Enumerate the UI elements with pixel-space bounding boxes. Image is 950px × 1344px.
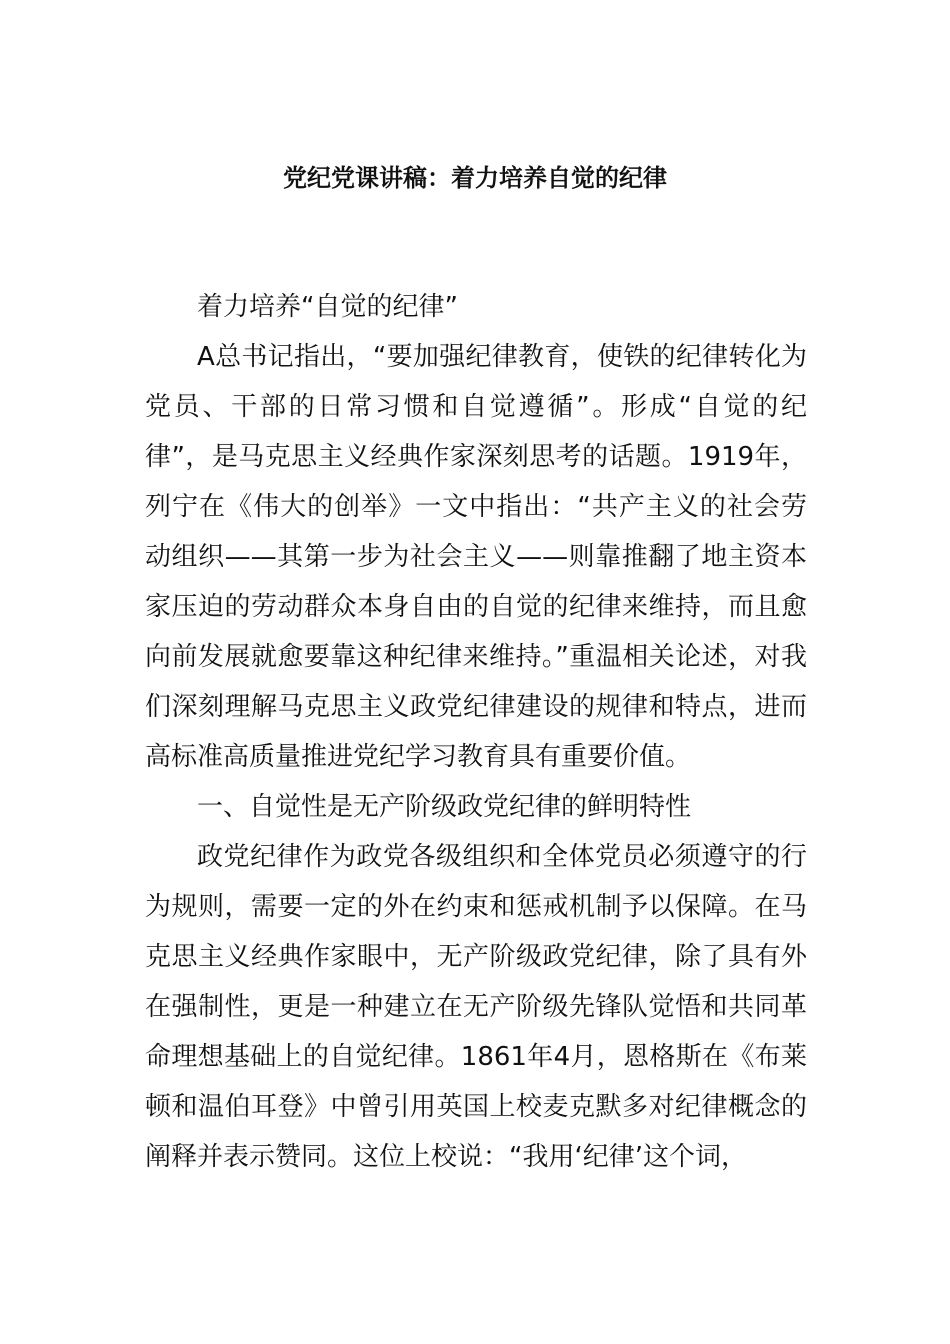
document-body xyxy=(145,282,807,1182)
section-heading-intro: 着力培养“自觉的纪律” xyxy=(197,292,458,322)
body-paragraph: A总书记指出，“要加强纪律教育，使铁的纪律转化为党员、干部的日常习惯和自觉遵循”。形成“自觉的纪律”，是马克思主义经典作家深刻思考的话题。1919年，列宁在《伟大的创举》一文中指出：“共产主义的社会劳动组织——其第一步为社会主义——则靠推翻了地主资本家压迫的劳动群众本身自由的自觉的纪律来维持，而且愈向前发展就愈要靠这种纪律来维持。”重温相关论述，对我们深刻理解马克思主义政党纪律建设的规律和特点，进而高标准高质量推进党纪学习教育具有重要价值。 xyxy=(145,342,807,772)
document-title: 党纪党课讲稿：着力培养自觉的纪律 xyxy=(283,164,667,192)
section-heading-one: 一、自觉性是无产阶级政党纪律的鲜明特性 xyxy=(197,792,692,822)
body-paragraph: 政党纪律作为政党各级组织和全体党员必须遵守的行为规则，需要一定的外在约束和惩戒机制予以保障。在马克思主义经典作家眼中，无产阶级政党纪律，除了具有外在强制性，更是一种建立在无产阶级先锋队觉悟和共同革命理想基础上的自觉纪律。1861年4月，恩格斯在《布莱顿和温伯耳登》中曾引用英国上校麦克默多对纪律概念的阐释并表示赞同。这位上校说：“我用‘纪律’这个词， xyxy=(145,842,807,1172)
